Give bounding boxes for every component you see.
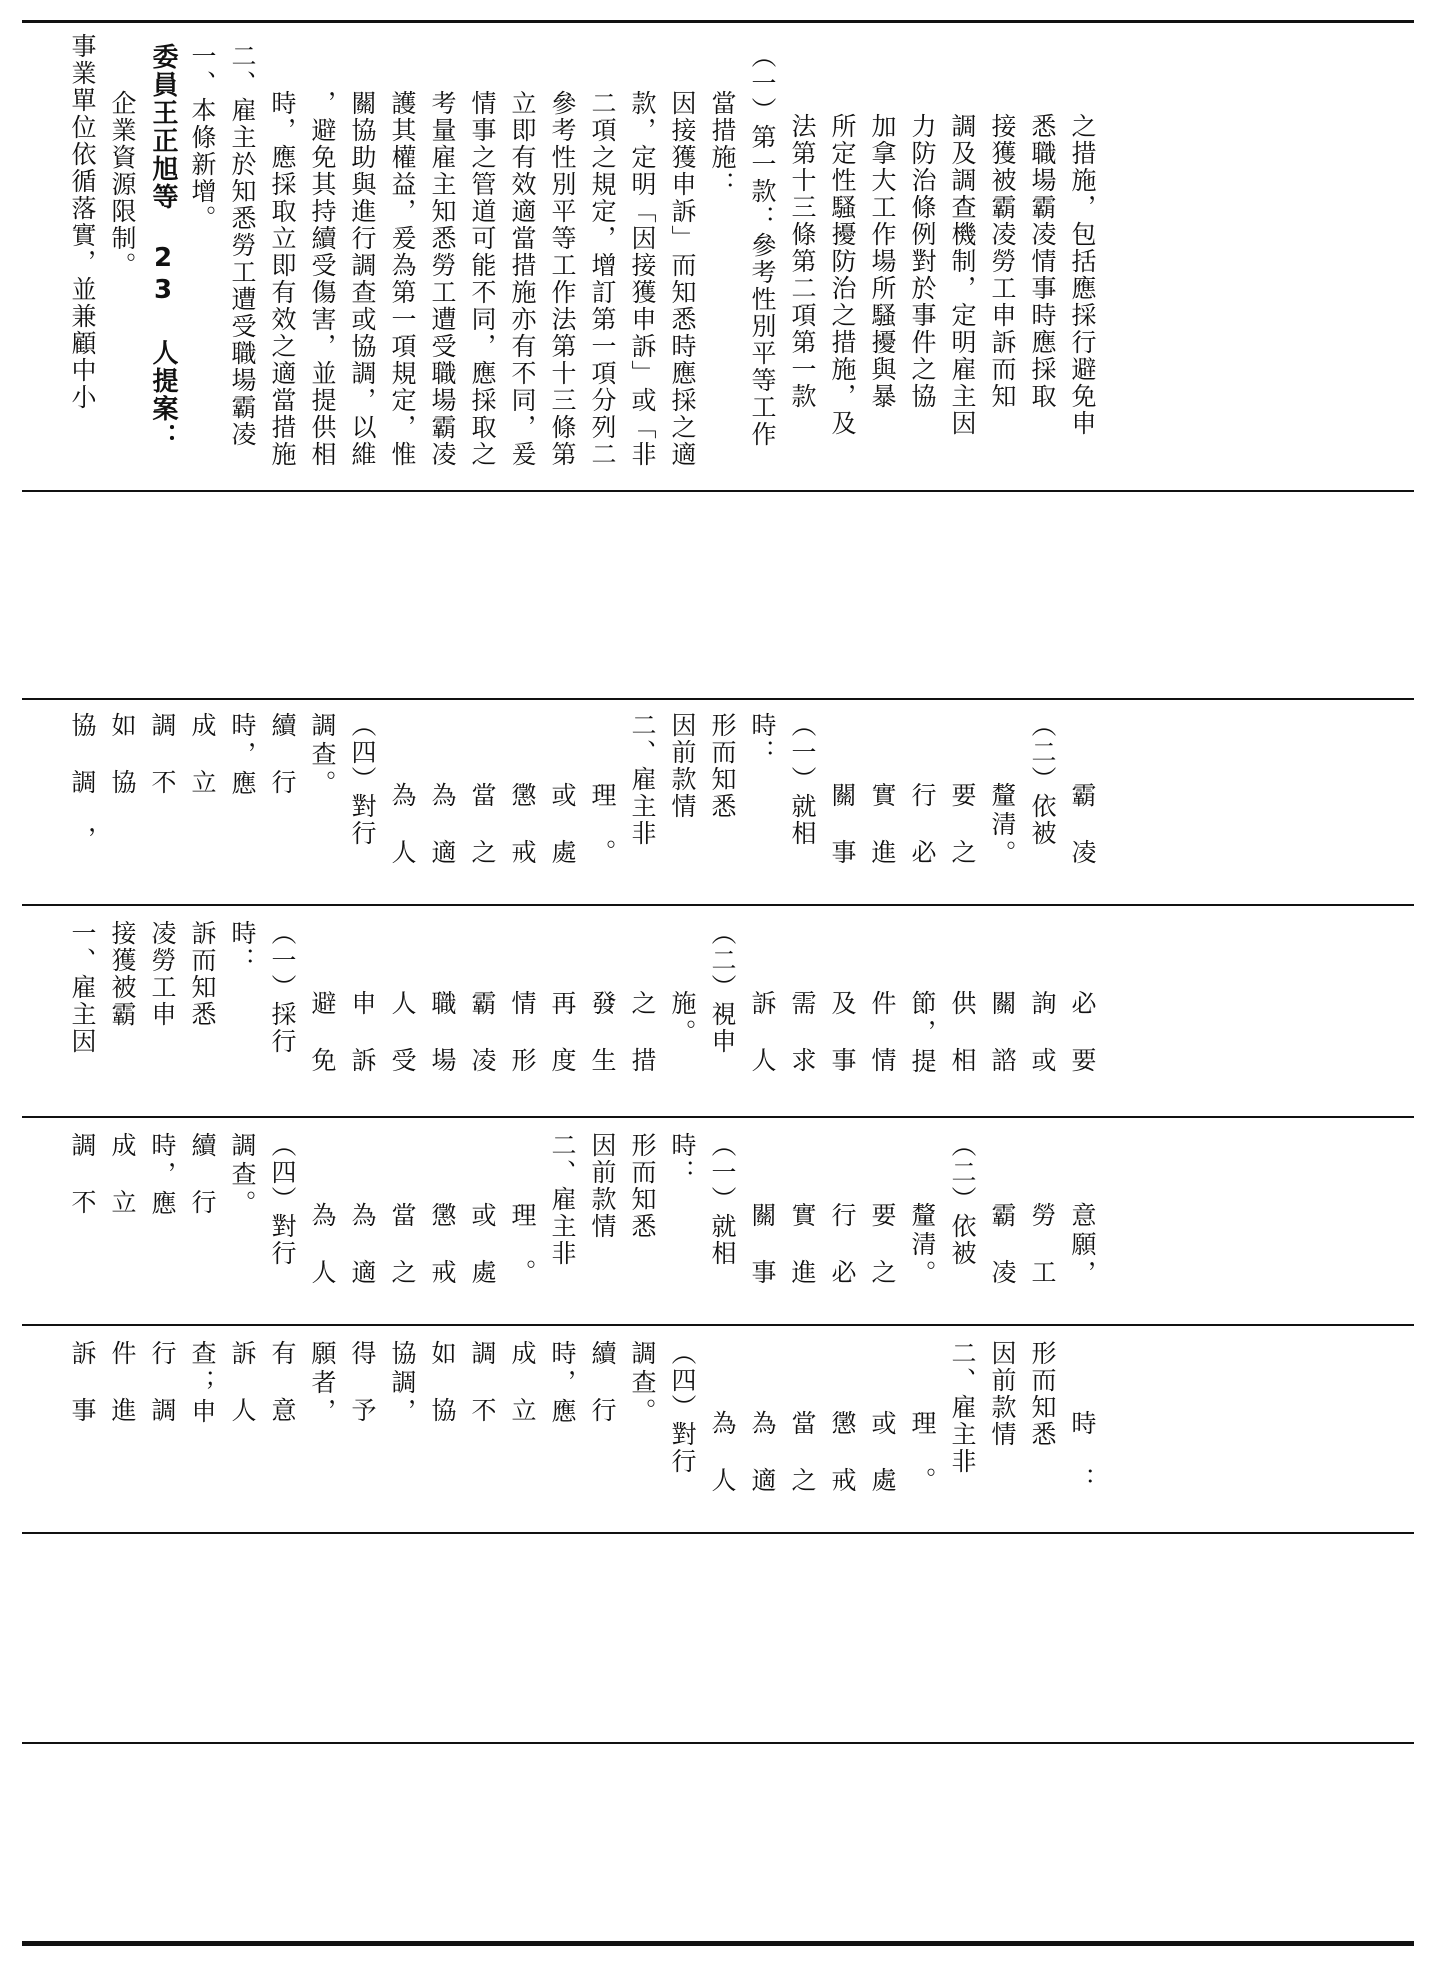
text-line: （二）依被 bbox=[1028, 712, 1057, 847]
text-line: 調查。 bbox=[228, 1132, 257, 1219]
text-line: 當之 bbox=[468, 782, 497, 896]
text-line: （二）視申 bbox=[708, 920, 737, 1055]
text-line: （一）就相 bbox=[708, 1132, 737, 1267]
text-line: 情形 bbox=[508, 990, 537, 1104]
text-line: 為人 bbox=[308, 1202, 337, 1316]
text-line: 如協 bbox=[108, 712, 137, 826]
text-line: 企業資源限制。 bbox=[108, 90, 137, 279]
text-line: （一）第一款：參考性別平等工作 bbox=[748, 43, 777, 448]
text-line: 實進 bbox=[868, 782, 897, 896]
text-line: ，避免其持續受傷害，並提供相 bbox=[308, 90, 337, 468]
text-line: 有意 bbox=[268, 1340, 297, 1454]
text-line: 節，提 bbox=[908, 990, 937, 1077]
text-line: 訴而知悉 bbox=[188, 920, 217, 1028]
text-line: 當措施： bbox=[708, 90, 737, 198]
text-line: 時，應 bbox=[148, 1132, 177, 1219]
text-line: 要之 bbox=[868, 1202, 897, 1316]
article-text-cell bbox=[0, 906, 1436, 1116]
text-line: 職場 bbox=[428, 990, 457, 1104]
text-line: （四）對行 bbox=[668, 1340, 697, 1475]
text-line: 關諮 bbox=[988, 990, 1017, 1104]
text-line: 續行 bbox=[188, 1132, 217, 1246]
text-line: 件情 bbox=[868, 990, 897, 1104]
text-line: 之措 bbox=[628, 990, 657, 1104]
text-line: 如協 bbox=[428, 1340, 457, 1454]
text-line: 調查。 bbox=[308, 712, 337, 799]
text-line: 為適 bbox=[748, 1410, 777, 1524]
text-line: 協調， bbox=[68, 712, 97, 883]
text-line: 當之 bbox=[388, 1202, 417, 1316]
table-border-bottom bbox=[22, 1941, 1414, 1946]
article-text-cell bbox=[0, 700, 1436, 904]
text-line: 當之 bbox=[788, 1410, 817, 1524]
text-line: 行必 bbox=[908, 782, 937, 896]
text-line: 關事 bbox=[748, 1202, 777, 1316]
text-line: 懲戒 bbox=[428, 1202, 457, 1316]
text-line: 一、本條新增。 bbox=[188, 43, 217, 232]
text-line: 因前款情 bbox=[988, 1340, 1017, 1448]
text-line: 訴人 bbox=[228, 1340, 257, 1454]
text-line: 時： bbox=[668, 1132, 697, 1186]
text-line: 必要 bbox=[1068, 990, 1097, 1104]
text-line: 人受 bbox=[388, 990, 417, 1104]
text-line: 二、雇主非 bbox=[548, 1132, 577, 1267]
text-line: （一）採行 bbox=[268, 920, 297, 1055]
table-divider bbox=[22, 1742, 1414, 1744]
table-divider bbox=[22, 490, 1414, 492]
text-line: 二、雇主非 bbox=[948, 1340, 977, 1475]
text-line: 考量雇主知悉勞工遭受職場霸凌 bbox=[428, 90, 457, 468]
text-line: 需求 bbox=[788, 990, 817, 1104]
text-line: 為人 bbox=[388, 782, 417, 896]
text-line: 參考性別平等工作法第十三條第 bbox=[548, 90, 577, 468]
text-line: 調不 bbox=[148, 712, 177, 826]
text-line: 為適 bbox=[348, 1202, 377, 1316]
text-line: （四）對行 bbox=[268, 1132, 297, 1267]
text-line: 或處 bbox=[868, 1410, 897, 1524]
text-line: 霸凌 bbox=[1068, 782, 1097, 896]
text-line: （四）對行 bbox=[348, 712, 377, 847]
text-line: 施。 bbox=[668, 990, 697, 1048]
text-line: 行調 bbox=[148, 1340, 177, 1454]
text-line: 形而知悉 bbox=[708, 712, 737, 820]
text-line: 形而知悉 bbox=[1028, 1340, 1057, 1448]
text-line: 接獲被霸凌勞工申訴而知 bbox=[988, 113, 1017, 410]
text-line: 款，定明「因接獲申訴」或「非 bbox=[628, 90, 657, 468]
text-line: 調不 bbox=[68, 1132, 97, 1246]
text-line: 件進 bbox=[108, 1340, 137, 1454]
text-line: 事業單位依循落實，並兼顧中小 bbox=[68, 33, 97, 411]
text-line: 詢或 bbox=[1028, 990, 1057, 1104]
text-line: 加拿大工作場所騷擾與暴 bbox=[868, 113, 897, 410]
text-line: 霸凌 bbox=[468, 990, 497, 1104]
text-line: （一）就相 bbox=[788, 712, 817, 847]
text-line: 行必 bbox=[828, 1202, 857, 1316]
text-line: 調及調查機制，定明雇主因 bbox=[948, 113, 977, 437]
text-line: 勞工 bbox=[1028, 1202, 1057, 1316]
text-line: 訴人 bbox=[748, 990, 777, 1104]
text-line: 時： bbox=[1068, 1410, 1097, 1524]
text-line: 法第十三條第二項第一款 bbox=[788, 113, 817, 410]
text-line: 續行 bbox=[268, 712, 297, 826]
text-line: 訴事 bbox=[68, 1340, 97, 1454]
text-line: 續行 bbox=[588, 1340, 617, 1454]
article-text-cell bbox=[0, 1326, 1436, 1532]
text-line: 時，應採取立即有效之適當措施 bbox=[268, 90, 297, 468]
text-line: 及事 bbox=[828, 990, 857, 1104]
text-line: 願者， bbox=[308, 1340, 337, 1427]
text-line: （二）依被 bbox=[948, 1132, 977, 1267]
text-line: 之措施，包括應採行避免申 bbox=[1068, 113, 1097, 437]
table-divider bbox=[22, 1532, 1414, 1534]
text-line: 協調， bbox=[388, 1340, 417, 1427]
text-line: 二項之規定，增訂第一項分列二 bbox=[588, 90, 617, 468]
text-line: 供相 bbox=[948, 990, 977, 1104]
text-line: 二、雇主非 bbox=[628, 712, 657, 847]
text-line: 立即有效適當措施亦有不同，爰 bbox=[508, 90, 537, 468]
text-line: 要之 bbox=[948, 782, 977, 896]
text-line: 關事 bbox=[828, 782, 857, 896]
text-line: 護其權益，爰為第一項規定，惟 bbox=[388, 90, 417, 468]
text-line: 意願， bbox=[1068, 1202, 1097, 1289]
text-line: 接獲被霸 bbox=[108, 920, 137, 1028]
text-line: 成立 bbox=[188, 712, 217, 826]
text-line: 查；申 bbox=[188, 1340, 217, 1427]
text-line: 或處 bbox=[468, 1202, 497, 1316]
text-line: 時，應 bbox=[228, 712, 257, 799]
text-line: 成立 bbox=[108, 1132, 137, 1246]
text-line: 釐清。 bbox=[988, 782, 1017, 869]
text-line: 得予 bbox=[348, 1340, 377, 1454]
text-line: 為適 bbox=[428, 782, 457, 896]
text-line: 力防治條例對於事件之協 bbox=[908, 113, 937, 410]
text-line: 因前款情 bbox=[588, 1132, 617, 1240]
text-line: 成立 bbox=[508, 1340, 537, 1454]
text-line: 懲戒 bbox=[828, 1410, 857, 1524]
text-line: 關協助與進行調查或協調，以維 bbox=[348, 90, 377, 468]
text-line: 二、雇主於知悉勞工遭受職場霸凌 bbox=[228, 43, 257, 448]
text-line: 實進 bbox=[788, 1202, 817, 1316]
text-line: 發生 bbox=[588, 990, 617, 1104]
text-line: 情事之管道可能不同，應採取之 bbox=[468, 90, 497, 468]
text-line: 時： bbox=[748, 712, 777, 766]
text-line: 霸凌 bbox=[988, 1202, 1017, 1316]
text-line: 理。 bbox=[588, 782, 617, 896]
text-line: 時： bbox=[228, 920, 257, 974]
text-line: 為人 bbox=[708, 1410, 737, 1524]
text-line: 再度 bbox=[548, 990, 577, 1104]
text-line: 申訴 bbox=[348, 990, 377, 1104]
text-line: 悉職場霸凌情事時應採取 bbox=[1028, 113, 1057, 410]
text-line: 一、雇主因 bbox=[68, 920, 97, 1055]
text-line: 或處 bbox=[548, 782, 577, 896]
text-line: 調不 bbox=[468, 1340, 497, 1454]
text-line: 所定性騷擾防治之措施，及 bbox=[828, 113, 857, 437]
text-line: 釐清。 bbox=[908, 1202, 937, 1289]
text-line: 調查。 bbox=[628, 1340, 657, 1427]
text-line: 因接獲申訴」而知悉時應採之適 bbox=[668, 90, 697, 468]
proposal-heading: 委員王正旭等 23 人提案： bbox=[148, 43, 178, 451]
text-line: 理。 bbox=[508, 1202, 537, 1316]
text-line: 避免 bbox=[308, 990, 337, 1104]
text-line: 理。 bbox=[908, 1410, 937, 1524]
text-line: 懲戒 bbox=[508, 782, 537, 896]
text-line: 因前款情 bbox=[668, 712, 697, 820]
text-line: 凌勞工申 bbox=[148, 920, 177, 1028]
text-line: 形而知悉 bbox=[628, 1132, 657, 1240]
proposal-text-cell bbox=[0, 23, 1436, 490]
text-line: 時，應 bbox=[548, 1340, 577, 1427]
article-text-cell bbox=[0, 1118, 1436, 1324]
